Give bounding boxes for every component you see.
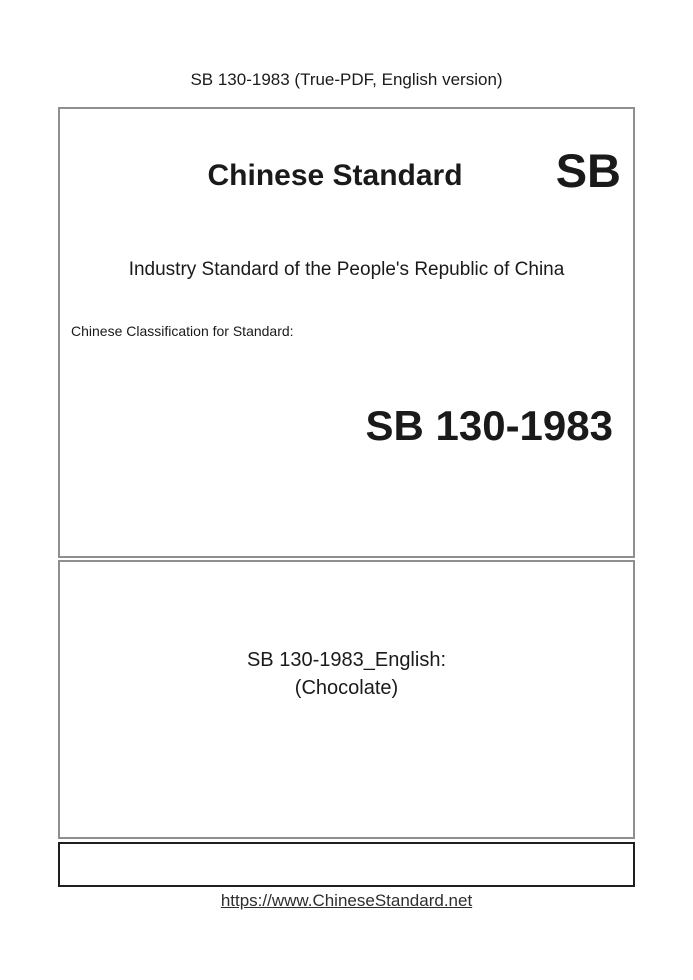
standard-english-title-line1: SB 130-1983_English:: [246, 649, 447, 671]
brand-title: Chinese Standard: [207, 159, 463, 192]
standard-number: SB 130-1983: [365, 402, 613, 449]
footer-url-link[interactable]: https://www.ChineseStandard.net: [220, 891, 473, 910]
brand-code: SB: [555, 144, 621, 197]
cover-top-panel: [58, 107, 635, 558]
footer: [0, 891, 693, 911]
cover-middle-panel: [58, 560, 635, 839]
standard-english-title-line2: (Chocolate): [294, 677, 399, 699]
classification-label: Chinese Classification for Standard:: [71, 323, 294, 339]
cover-empty-panel: [58, 842, 635, 887]
cover-subtitle: Industry Standard of the People's Republic of China: [128, 259, 565, 280]
document-header-title: SB 130-1983 (True-PDF, English version): [190, 70, 503, 89]
standard-english-title: [60, 646, 633, 702]
